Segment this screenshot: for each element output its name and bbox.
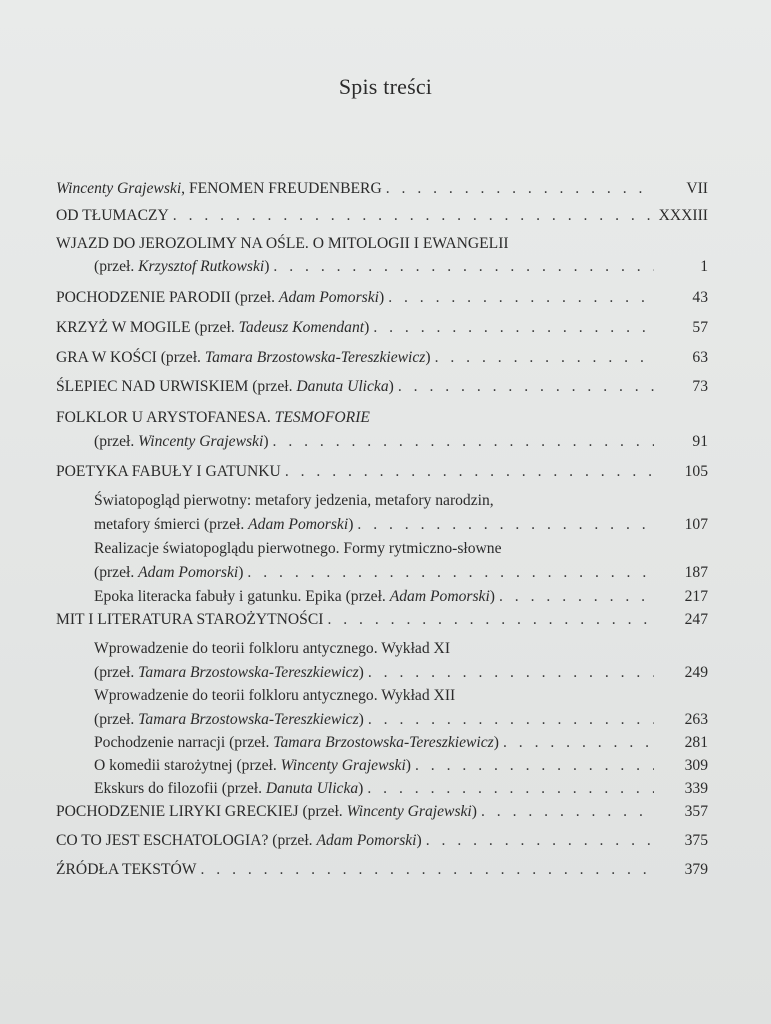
toc-entry [56, 588, 708, 611]
toc-entry-title [94, 540, 502, 558]
toc-entry-title [94, 711, 364, 729]
toc-text-part: ) [493, 734, 499, 751]
dot-leader [481, 803, 654, 821]
dot-leader [398, 378, 654, 396]
toc-text-part: Pochodzenie narracji (przeł. [94, 734, 274, 751]
toc-text-part: Tamara Brzostowska-Tereszkiewicz [138, 664, 359, 681]
toc-text-part: (przeł. [94, 258, 139, 275]
toc-entry [56, 540, 708, 564]
toc-entry [56, 409, 708, 433]
page-number: 249 [684, 664, 708, 681]
toc-entry [56, 687, 708, 711]
toc-text-part: CO TO JEST ESCHATOLOGIA? (przeł. [56, 832, 317, 849]
toc-entry [56, 319, 708, 349]
page-number: VII [686, 180, 708, 197]
toc-entry [56, 258, 708, 289]
page-number: XXXIII [658, 207, 708, 224]
toc-entry [56, 492, 708, 516]
toc-text-part: Adam Pomorski [278, 289, 379, 306]
page-number: 309 [684, 757, 708, 774]
toc-text-part: POETYKA FABUŁY I GATUNKU [56, 463, 281, 480]
toc-entry [56, 349, 708, 378]
dot-leader [367, 780, 654, 798]
toc-text-part: ) [348, 516, 354, 533]
toc-text-part: Adam Pomorski [389, 588, 490, 605]
toc-entry-title [56, 832, 422, 850]
toc-entry-title [56, 803, 477, 821]
toc-text-part: OD TŁUMACZY [56, 207, 169, 224]
toc-entry-title [94, 588, 495, 606]
toc-entry [56, 664, 708, 687]
toc-entry-title [56, 349, 431, 367]
toc-entry-title [94, 258, 269, 276]
toc-entry [56, 378, 708, 409]
toc-entry-title [94, 516, 353, 534]
page-number: 57 [692, 319, 708, 336]
dot-leader [386, 180, 654, 198]
toc-entry [56, 640, 708, 664]
page-number: 43 [692, 289, 708, 306]
page-number: 73 [692, 378, 708, 395]
page-number: 217 [684, 588, 708, 605]
dot-leader [273, 433, 654, 451]
dot-leader [285, 463, 654, 481]
toc-text-part: ) [358, 780, 364, 797]
table-of-contents [56, 180, 708, 890]
dot-leader [357, 516, 654, 534]
page-number: 339 [684, 780, 708, 797]
toc-text-part: ŚLEPIEC NAD URWISKIEM (przeł. [56, 378, 297, 395]
toc-text-part: POCHODZENIE LIRYKI GRECKIEJ (przeł. [56, 803, 347, 820]
toc-text-part: Wprowadzenie do teorii folkloru antycznego. Wykład XI [94, 640, 451, 657]
toc-text-part: ) [378, 289, 385, 306]
toc-entry [56, 564, 708, 588]
toc-entry-title [56, 463, 281, 481]
toc-entry [56, 861, 708, 890]
toc-entry [56, 757, 708, 780]
page-number: 187 [684, 564, 708, 581]
toc-text-part: FOLKLOR U ARYSTOFANESA. [56, 409, 275, 426]
toc-text-part: (przeł. [94, 711, 139, 728]
toc-entry [56, 780, 708, 803]
dot-leader [247, 564, 654, 582]
toc-entry [56, 235, 708, 258]
page-number: 107 [684, 516, 708, 533]
toc-text-part: MIT I LITERATURA STAROŻYTNOŚCI [56, 611, 324, 628]
page-number: 91 [692, 433, 708, 450]
toc-text-part: Wprowadzenie do teorii folkloru antycznego. Wykład XII [94, 687, 456, 704]
toc-text-part: ) [358, 711, 364, 728]
toc-text-part: GRA W KOŚCI (przeł. [56, 349, 205, 366]
toc-text-part: Wincenty Grajewski [346, 803, 472, 820]
toc-text-part: Danuta Ulicka [265, 780, 359, 797]
toc-text-part: Adam Pomorski [248, 516, 349, 533]
page-number: 105 [684, 463, 708, 480]
toc-text-part: ŹRÓDŁA TEKSTÓW [56, 861, 197, 878]
page-number: 375 [684, 832, 708, 849]
toc-entry-title [56, 611, 323, 629]
toc-entry [56, 611, 708, 640]
toc-text-part: metafory śmierci (przeł. [94, 516, 249, 533]
toc-text-part: Krzysztof Rutkowski [138, 258, 265, 275]
toc-entry-title [94, 664, 364, 682]
toc-text-part: Wincenty Grajewski [56, 180, 182, 197]
toc-entry-title [56, 180, 382, 198]
toc-text-part: Tamara Brzostowska-Tereszkiewicz [273, 734, 494, 751]
toc-text-part: Ekskurs do filozofii (przeł. [94, 780, 266, 797]
toc-text-part: ) [489, 588, 495, 605]
dot-leader [426, 832, 654, 850]
dot-leader [173, 207, 654, 225]
toc-entry-title [56, 289, 384, 307]
dot-leader [373, 319, 654, 337]
toc-entry-title [56, 319, 369, 337]
toc-text-part: Realizacje światopoglądu pierwotnego. Formy rytmiczno-słowne [94, 540, 502, 557]
toc-text-part: O komedii starożytnej (przeł. [94, 757, 281, 774]
toc-text-part: ) [263, 433, 269, 450]
toc-entry-title [56, 378, 394, 396]
toc-text-part: ) [238, 564, 244, 581]
toc-entry-title [94, 780, 363, 798]
toc-entry-title [56, 861, 196, 879]
toc-text-part: Tadeusz Komendant [238, 319, 365, 336]
toc-entry [56, 289, 708, 319]
toc-text-part: Epoka literacka fabuły i gatunku. Epika (przeł. [94, 588, 390, 605]
toc-entry-title [94, 433, 269, 451]
dot-leader [503, 734, 654, 752]
toc-text-part: (przeł. [94, 564, 139, 581]
dot-leader [200, 861, 654, 879]
toc-entry-title [56, 235, 509, 253]
toc-text-part: (przeł. [94, 433, 139, 450]
toc-entry [56, 516, 708, 540]
toc-entry [56, 832, 708, 861]
dot-leader [415, 757, 654, 775]
toc-entry-title [94, 564, 243, 582]
toc-text-part: KRZYŻ W MOGILE (przeł. [56, 319, 239, 336]
toc-entry-title [94, 492, 494, 510]
toc-text-part: (przeł. [94, 664, 139, 681]
toc-text-part: ) [264, 258, 270, 275]
toc-entry [56, 180, 708, 207]
toc-text-part: ) [405, 757, 411, 774]
toc-text-part: Adam Pomorski [316, 832, 417, 849]
toc-text-part: Adam Pomorski [138, 564, 239, 581]
toc-entry [56, 463, 708, 492]
toc-entry-title [94, 734, 499, 752]
toc-text-part: WJAZD DO JEROZOLIMY NA OŚLE. O MITOLOGII I EWANGELII [56, 235, 509, 252]
toc-entry-title [56, 409, 370, 427]
toc-entry-title [94, 757, 411, 775]
toc-text-part: ) [388, 378, 394, 395]
toc-text-part: ) [416, 832, 422, 849]
toc-text-part: Wincenty Grajewski [138, 433, 264, 450]
toc-text-part: ) [425, 349, 431, 366]
toc-entry [56, 711, 708, 734]
toc-entry-title [94, 640, 450, 658]
dot-leader [273, 258, 654, 276]
dot-leader [368, 664, 654, 682]
page-title: Spis treści [338, 74, 433, 99]
page-number: 247 [684, 611, 708, 628]
dot-leader [499, 588, 654, 606]
toc-text-part: Wincenty Grajewski [280, 757, 406, 774]
toc-text-part: ) [471, 803, 477, 820]
page-number: 263 [684, 711, 708, 728]
toc-text-part: Tamara Brzostowska-Tereszkiewicz [138, 711, 359, 728]
page-number: 379 [684, 861, 708, 878]
toc-text-part: Tamara Brzostowska-Tereszkiewicz [204, 349, 426, 366]
toc-entry [56, 734, 708, 757]
toc-text-part: POCHODZENIE PARODII (przeł. [56, 289, 279, 306]
toc-text-part: , FENOMEN FREUDENBERG [181, 180, 382, 197]
toc-entry [56, 207, 708, 235]
toc-text-part: TESMOFORIE [274, 409, 370, 426]
toc-entry-title [56, 207, 169, 225]
page-number: 63 [692, 349, 708, 366]
dot-leader [368, 711, 654, 729]
dot-leader [435, 349, 654, 367]
dot-leader [388, 289, 654, 307]
page-number: 357 [684, 803, 708, 820]
toc-entry-title [94, 687, 455, 705]
toc-text-part: ) [358, 664, 364, 681]
toc-text-part: ) [364, 319, 370, 336]
toc-entry [56, 433, 708, 463]
toc-entry [56, 803, 708, 832]
toc-text-part: Danuta Ulicka [296, 378, 389, 395]
toc-text-part: Światopogląd pierwotny: metafory jedzenia, metafory narodzin, [94, 492, 494, 509]
page-number: 1 [700, 258, 708, 275]
dot-leader [327, 611, 654, 629]
page-number: 281 [684, 734, 708, 751]
